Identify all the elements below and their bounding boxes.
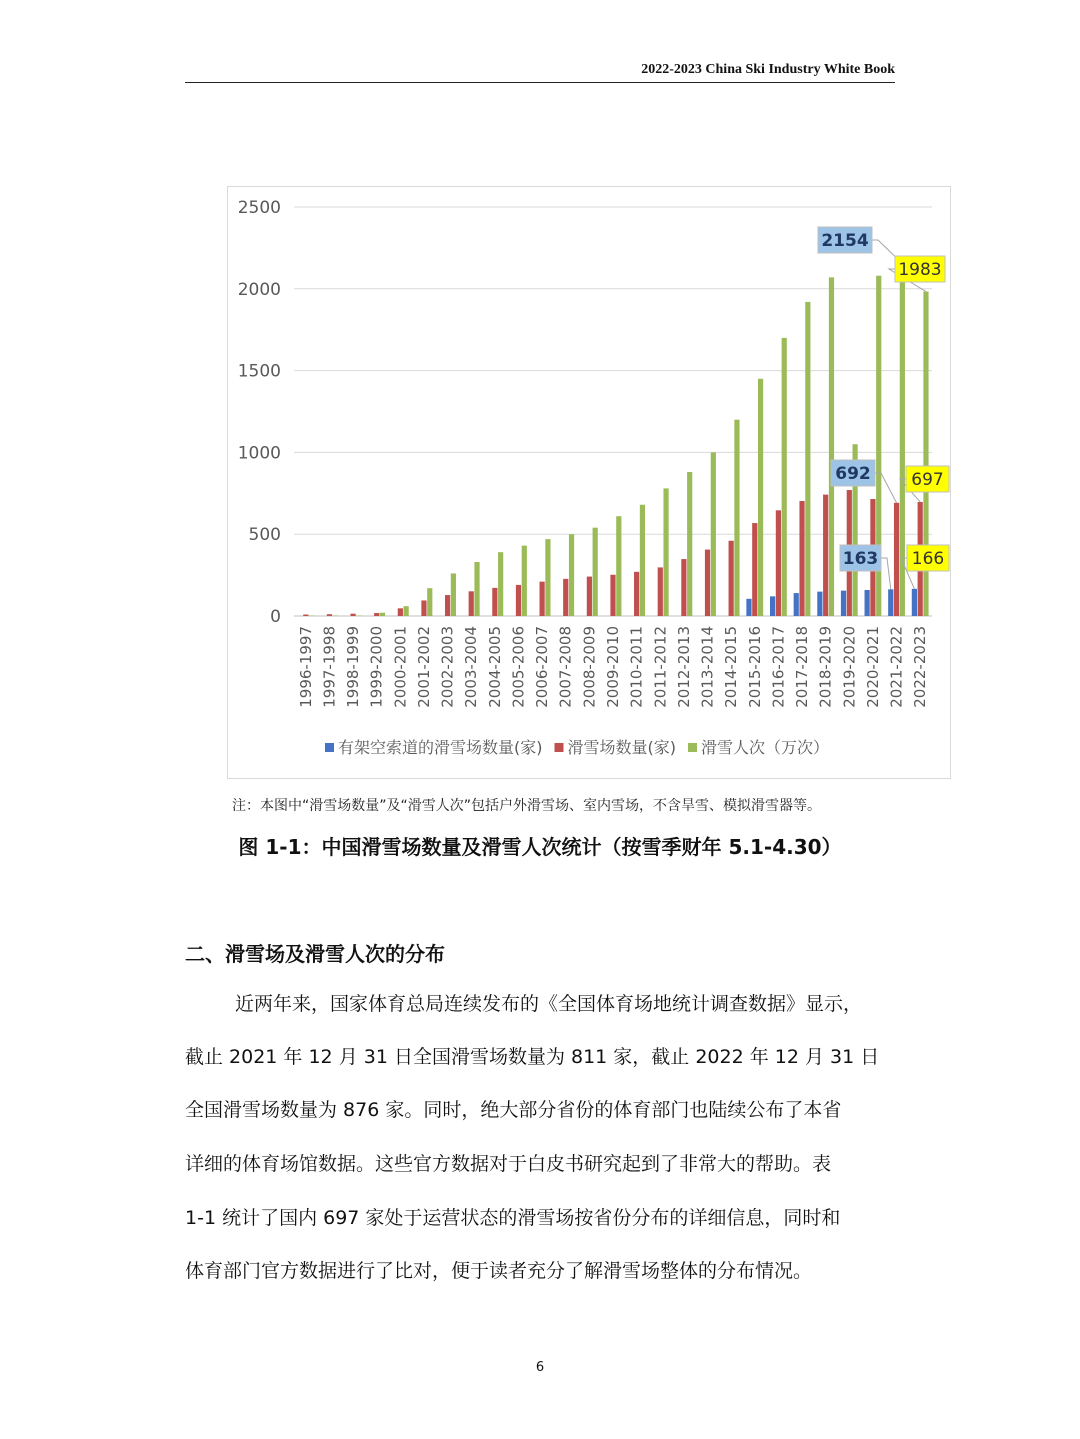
- x-tick-label: 2018-2019: [816, 626, 835, 708]
- x-tick-label: 2006-2007: [533, 626, 552, 708]
- x-tick-label: 2016-2017: [769, 626, 788, 708]
- legend-swatch: [688, 743, 697, 752]
- legend-label: 滑雪场数量(家): [567, 738, 676, 757]
- bar: [794, 593, 799, 616]
- x-tick-label: 2005-2006: [509, 626, 528, 708]
- y-tick-label: 500: [248, 525, 281, 546]
- bar-chart: [228, 187, 952, 780]
- bar: [770, 596, 775, 616]
- bar: [829, 277, 834, 616]
- header-title: 2022-2023 China Ski Industry White Book: [641, 62, 895, 77]
- running-header: [185, 60, 895, 83]
- bar: [705, 550, 710, 616]
- x-tick-label: 2007-2008: [556, 626, 575, 708]
- bar: [398, 608, 403, 616]
- paragraph-line: 截止 2021 年 12 月 31 日全国滑雪场数量为 811 家，截止 2022 年 12 月 31 日: [185, 1046, 880, 1068]
- bar: [333, 616, 338, 617]
- bar: [823, 495, 828, 616]
- bar: [841, 591, 846, 616]
- bar: [894, 503, 899, 616]
- bar: [900, 264, 905, 616]
- page-number: 6: [535, 1360, 545, 1375]
- bar: [593, 528, 598, 616]
- paragraph-line: 全国滑雪场数量为 876 家。同时，绝大部分省份的体育部门也陆续公布了本省: [185, 1099, 842, 1121]
- y-tick-label: 1000: [237, 443, 281, 464]
- x-tick-label: 2004-2005: [485, 626, 504, 708]
- bar: [799, 501, 804, 616]
- bar: [610, 575, 615, 616]
- chart-container: [227, 186, 951, 779]
- x-tick-label: 2022-2023: [911, 626, 930, 708]
- x-tick-label: 2001-2002: [414, 626, 433, 708]
- x-tick-label: 2017-2018: [793, 626, 812, 708]
- callout-leader: [881, 558, 891, 589]
- bar: [356, 616, 361, 617]
- bar: [912, 589, 917, 616]
- x-tick-label: 2020-2021: [863, 626, 882, 708]
- bar: [522, 546, 527, 616]
- data-label: 163: [842, 549, 879, 569]
- bar: [752, 523, 757, 616]
- bar: [805, 302, 810, 616]
- paragraph-line: 近两年来，国家体育总局连续发布的《全国体育场地统计调查数据》显示，: [235, 993, 863, 1015]
- bar: [663, 488, 668, 616]
- x-tick-label: 2014-2015: [722, 626, 741, 708]
- legend-swatch: [555, 743, 564, 752]
- bar: [634, 572, 639, 616]
- data-label: 697: [911, 470, 944, 490]
- bar: [540, 582, 545, 616]
- bar: [616, 516, 621, 616]
- bar: [474, 562, 479, 616]
- bar: [658, 567, 663, 616]
- bar: [421, 600, 426, 616]
- y-tick-label: 2500: [237, 198, 281, 218]
- legend-label: 滑雪人次（万次）: [701, 738, 830, 757]
- bar: [451, 573, 456, 616]
- figure-note: 注：本图中“滑雪场数量”及“滑雪人次”包括户外滑雪场、室内雪场，不含旱雪、模拟滑雪器等。: [232, 798, 822, 814]
- bar: [587, 577, 592, 616]
- bar: [782, 338, 787, 616]
- bar: [687, 472, 692, 616]
- bar: [888, 589, 893, 616]
- bar: [640, 505, 645, 616]
- bar: [404, 606, 409, 616]
- bar: [734, 420, 739, 616]
- bar: [492, 588, 497, 616]
- x-tick-label: 1996-1997: [296, 626, 315, 708]
- bar: [711, 452, 716, 616]
- x-tick-label: 2003-2004: [462, 626, 481, 708]
- x-tick-label: 2012-2013: [674, 626, 693, 708]
- x-tick-label: 2010-2011: [627, 626, 646, 708]
- bar: [309, 616, 314, 617]
- bar: [563, 579, 568, 616]
- bar: [729, 541, 734, 616]
- bar: [817, 592, 822, 616]
- legend-swatch: [325, 743, 334, 752]
- x-tick-label: 1997-1998: [320, 626, 339, 708]
- bar: [350, 614, 355, 616]
- x-tick-label: 1999-2000: [367, 626, 386, 708]
- y-tick-label: 2000: [237, 279, 281, 300]
- x-tick-label: 2019-2020: [840, 626, 859, 708]
- x-tick-label: 2021-2022: [887, 626, 906, 708]
- bar: [445, 595, 450, 616]
- bar: [498, 552, 503, 616]
- bar: [746, 599, 751, 616]
- bar: [865, 590, 870, 616]
- legend-label: 有架空索道的滑雪场数量(家): [338, 738, 543, 757]
- y-tick-label: 0: [270, 607, 281, 627]
- y-tick-label: 1500: [237, 361, 281, 382]
- bar: [516, 585, 521, 616]
- x-tick-label: 2008-2009: [580, 626, 599, 708]
- section-heading: 二、滑雪场及滑雪人次的分布: [185, 942, 445, 966]
- bar: [374, 613, 379, 616]
- paragraph-line: 1-1 统计了国内 697 家处于运营状态的滑雪场按省份分布的详细信息，同时和: [185, 1207, 841, 1229]
- bar: [758, 379, 763, 616]
- x-tick-label: 2013-2014: [698, 626, 717, 708]
- x-tick-label: 2002-2003: [438, 626, 457, 708]
- bar: [681, 559, 686, 616]
- bar: [469, 591, 474, 616]
- data-label: 1983: [898, 260, 942, 280]
- bar: [545, 539, 550, 616]
- bar: [303, 615, 308, 616]
- data-label: 2154: [821, 231, 869, 251]
- x-tick-label: 2011-2012: [651, 626, 670, 708]
- paragraph-line: 详细的体育场馆数据。这些官方数据对于白皮书研究起到了非常大的帮助。表: [185, 1153, 832, 1175]
- bar: [327, 614, 332, 616]
- data-label: 692: [835, 464, 871, 484]
- paragraph-line: 体育部门官方数据进行了比对，便于读者充分了解滑雪场整体的分布情况。: [185, 1260, 813, 1282]
- data-label: 166: [911, 549, 945, 569]
- figure-caption: 图 1-1：中国滑雪场数量及滑雪人次统计（按雪季财年 5.1-4.30）: [238, 835, 842, 859]
- bar: [569, 534, 574, 616]
- x-tick-label: 2000-2001: [391, 626, 410, 708]
- x-tick-label: 2009-2010: [604, 626, 622, 708]
- bar: [776, 510, 781, 616]
- x-tick-label: 2015-2016: [745, 626, 764, 708]
- bar: [427, 588, 432, 616]
- bar: [380, 613, 385, 616]
- x-tick-label: 1998-1999: [344, 626, 363, 708]
